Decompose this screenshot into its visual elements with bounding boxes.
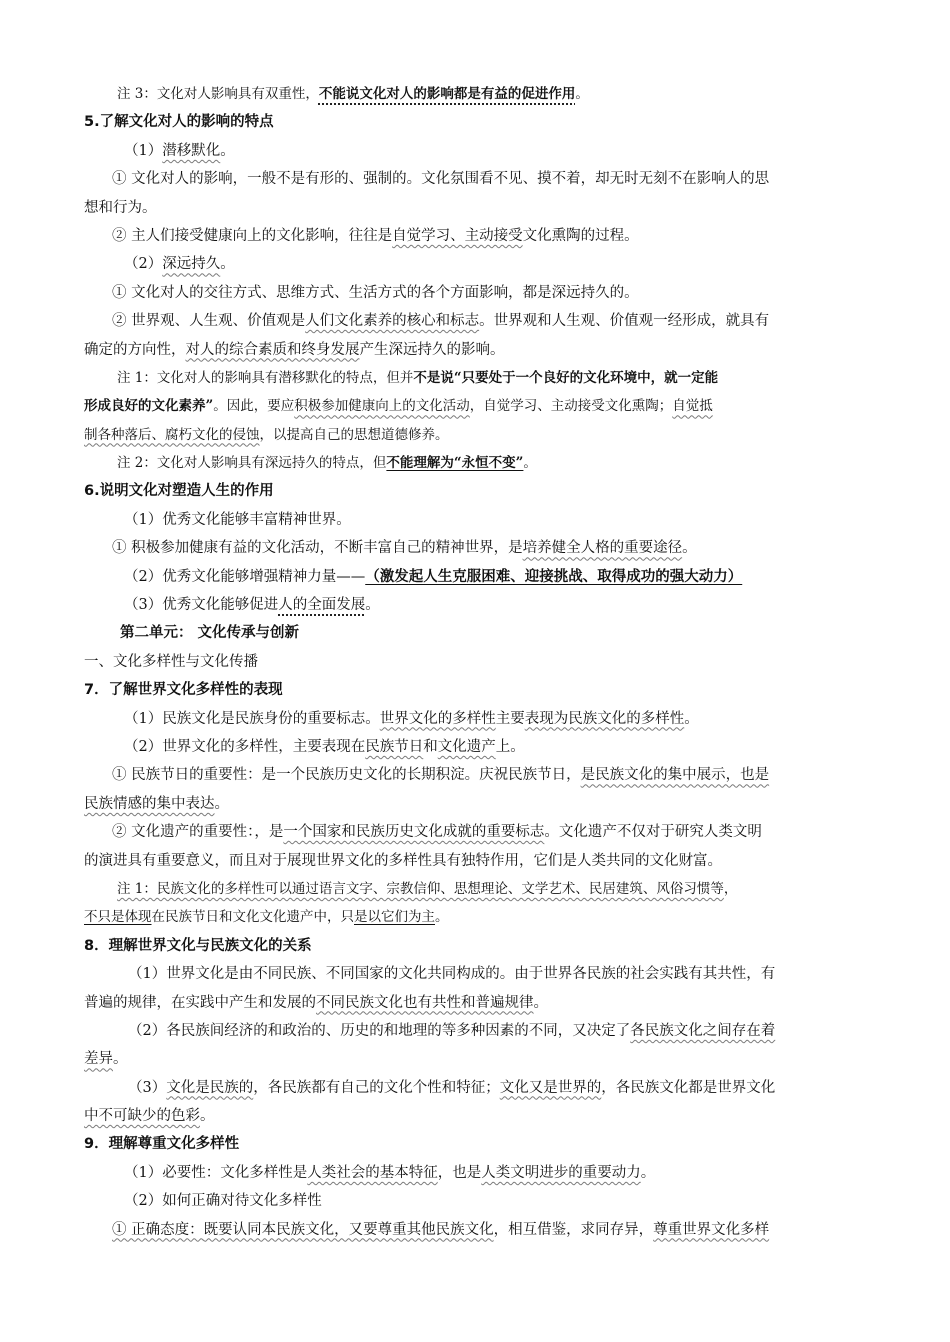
text-segment: ，也是 — [437, 1164, 482, 1181]
text-segment: 自觉抵 — [672, 398, 713, 415]
text-segment: 。 — [220, 142, 235, 159]
text-line — [84, 1159, 868, 1187]
text-segment: 。 — [523, 455, 537, 472]
text-segment: （1）优秀文化能够丰富精神世界。 — [124, 511, 351, 528]
text-line — [84, 932, 868, 960]
text-segment: 是以它们为主 — [354, 909, 435, 926]
text-line — [84, 194, 868, 222]
text-line — [84, 790, 868, 818]
text-segment: 注 1：民族文化的多样性可以通过语言文字、宗教信仰、思想理论、文学艺术、民居建筑、风俗习惯等 — [117, 880, 724, 897]
text-segment: 的演进具有重要意义，而且对于展现世界文化的多样性具有独特作用，它们是人类共同的文化财富。 — [84, 852, 722, 869]
text-segment: 在民族节日和文化文化遗产中，只 — [151, 909, 354, 926]
text-segment: ，各民族文化都是世界文化 — [601, 1079, 776, 1096]
text-line — [84, 1017, 868, 1045]
text-segment: 。 — [640, 1164, 656, 1181]
text-segment: 深远持久 — [162, 256, 221, 273]
text-line — [84, 733, 868, 761]
text-segment: 6.说明文化对塑造人生的作用 — [84, 483, 274, 500]
text-segment: 不能理解为“永恒不变” — [386, 455, 524, 472]
text-segment: 世界文化的多样性 — [379, 710, 496, 727]
text-segment: 注 3：文化对人影响具有双重性， — [117, 86, 319, 102]
text-segment: ① 积极参加健康有益的文化活动，不断丰富自己的精神世界，是 — [112, 540, 523, 557]
text-segment: 。 — [575, 86, 589, 102]
text-segment: 普遍的规律，在实践中产生和发展的 — [84, 994, 316, 1011]
text-segment: 第二单元： 文化传承与创新 — [120, 625, 300, 642]
text-segment: 不是说“只要处于一个良好的文化环境中，就一定能 — [413, 369, 719, 386]
text-segment: ，自觉学习、主动接受文化熏陶； — [469, 398, 673, 415]
text-segment: ② 文化遗产的重要性：，是 — [112, 824, 284, 841]
text-segment: 自觉学习、主动接受 — [392, 227, 523, 244]
text-segment: 注 2：文化对人影响具有深远持久的特点，但 — [117, 455, 387, 472]
text-segment: 不同民族文化也有共性和普遍规律 — [316, 994, 534, 1011]
text-segment: 民族节日 — [365, 738, 424, 755]
text-segment: 。 — [684, 710, 699, 727]
text-segment: ， — [723, 880, 738, 897]
text-segment: 文化熏陶的过程。 — [522, 227, 639, 244]
text-segment: （2）世界文化的多样性，主要表现在 — [124, 738, 366, 755]
text-segment: ① 文化对人的交往方式、思维方式、生活方式的各个方面影响，都是深远持久的。 — [112, 284, 639, 301]
text-segment: 制各种落后、腐朽文化的侵蚀 — [84, 426, 260, 443]
text-line — [84, 250, 868, 278]
text-segment: 各民族文化之间存在着 — [630, 1022, 776, 1039]
text-line — [84, 137, 868, 165]
text-line — [84, 705, 868, 733]
text-segment: （激发起人生克服困难、迎接挑战、取得成功的强大动力） — [365, 567, 743, 585]
text-segment: 主要 — [495, 710, 525, 727]
text-segment: （3）优秀文化能够促进 — [124, 597, 279, 614]
text-segment: 。文化遗产不仅对于研究人类文明 — [544, 824, 762, 841]
text-segment: 一个国家和民族历史文化成就的重要标志 — [283, 824, 545, 841]
text-segment: （1） — [124, 142, 163, 159]
text-line — [84, 421, 868, 449]
text-line — [84, 989, 868, 1017]
text-line — [84, 477, 868, 505]
text-line — [84, 1130, 868, 1158]
text-line — [84, 449, 868, 477]
text-line — [84, 165, 868, 193]
text-segment: ① 正确态度： — [112, 1221, 204, 1238]
text-line — [84, 534, 868, 562]
text-line — [84, 591, 868, 619]
text-line — [84, 307, 868, 335]
text-segment: ① 民族节日的重要性：是一个民族历史文化的长期积淀。庆祝民族节日， — [112, 767, 581, 784]
text-segment: 是民族文化的集中展示，也是 — [580, 767, 770, 784]
text-line — [84, 1187, 868, 1215]
text-segment: 9．理解尊重文化多样性 — [84, 1136, 240, 1153]
text-segment: ，相互借鉴，求同存异， — [493, 1221, 654, 1238]
text-line — [84, 676, 868, 704]
text-segment: 。世界观和人生观、价值观一经形成，就具有 — [479, 313, 770, 330]
text-segment: 。 — [214, 795, 229, 812]
text-segment: 人的全面发展 — [278, 597, 366, 614]
text-segment: 文化又是世界的 — [499, 1079, 602, 1096]
text-segment: 潜移默化 — [162, 142, 221, 159]
text-line — [84, 818, 868, 846]
text-segment: ，各民族都有自己的文化个性和特征； — [253, 1079, 500, 1096]
text-line — [84, 875, 868, 903]
text-segment: 既要认同本民族文化，又要尊重其他民族文化 — [203, 1221, 494, 1238]
text-line — [84, 364, 868, 392]
text-line — [84, 1045, 868, 1073]
text-line — [84, 1102, 868, 1130]
text-segment: 产生深远持久的影响。 — [359, 341, 505, 358]
text-line — [84, 108, 868, 136]
text-segment: ② 主人们接受健康向上的文化影响，往往是 — [112, 227, 393, 244]
text-line — [84, 847, 868, 875]
text-line — [84, 222, 868, 250]
text-segment: （2）各民族间经济的和政治的、历史的和地理的等多种因素的不同，又决定了 — [128, 1022, 631, 1039]
text-segment: 7．了解世界文化多样性的表现 — [84, 682, 283, 699]
text-segment: （1）必要性：文化多样性是 — [124, 1164, 308, 1181]
text-segment: 。 — [533, 994, 548, 1011]
text-segment: 上。 — [495, 738, 525, 755]
text-line — [84, 563, 868, 591]
text-line — [84, 761, 868, 789]
text-segment: 和 — [423, 738, 438, 755]
text-line — [84, 1074, 868, 1102]
text-line — [84, 960, 868, 988]
text-line — [84, 279, 868, 307]
text-segment: 尊重世界文化多样 — [653, 1221, 770, 1238]
text-segment: （1）民族文化是民族身份的重要标志。 — [124, 710, 380, 727]
text-segment: ① 文化对人的影响，一般不是有形的、强制的。文化氛围看不见、摸不着，却无时无刻不在影响人的思 — [112, 171, 770, 188]
text-segment: 。因此，要应 — [213, 398, 295, 415]
text-segment: 人类社会的基本特征 — [307, 1164, 438, 1181]
text-line — [84, 336, 868, 364]
text-segment: （3） — [128, 1079, 167, 1096]
document-page — [84, 80, 868, 1244]
text-segment: （2）如何正确对待文化多样性 — [124, 1193, 322, 1210]
text-segment: 。 — [682, 540, 697, 557]
text-segment: 。 — [200, 1108, 215, 1125]
text-segment: 。 — [435, 909, 449, 926]
text-line — [84, 80, 868, 108]
text-segment: 人类文明进步的重要动力 — [481, 1164, 641, 1181]
text-segment: 文化遗产 — [437, 738, 496, 755]
text-segment: 积极参加健康向上的文化活动 — [294, 398, 470, 415]
text-line — [84, 903, 868, 931]
text-segment: 形成良好的文化素养” — [84, 398, 214, 415]
text-segment: 5.了解文化对人的影响的特点 — [84, 114, 274, 131]
text-segment: ② 世界观、人生观、价值观是 — [112, 313, 306, 330]
text-segment: 一、文化多样性与文化传播 — [84, 653, 258, 670]
text-segment: 不能说文化对人的影响都是有益的促进作用 — [318, 86, 576, 102]
text-segment: 。 — [220, 256, 235, 273]
text-segment: 差异 — [84, 1051, 113, 1068]
text-segment: 民族情感的集中表达 — [84, 795, 215, 812]
text-line — [84, 619, 868, 647]
text-segment: ，以提高自己的思想道德修养。 — [259, 426, 449, 443]
text-segment: 确定的方向性， — [84, 341, 186, 358]
text-segment: 文化是民族的 — [166, 1079, 254, 1096]
text-segment: （2）优秀文化能够增强精神力量—— — [124, 568, 366, 585]
text-segment: 注 1：文化对人的影响具有潜移默化的特点，但并 — [117, 369, 414, 386]
text-segment: 对人的综合素质和终身发展 — [185, 341, 360, 358]
text-segment: （1）世界文化是由不同民族、不同国家的文化共同构成的。由于世界各民族的社会实践有其共性，有 — [128, 966, 776, 983]
text-line — [84, 506, 868, 534]
text-segment: 表现为民族文化的多样性 — [524, 710, 685, 727]
text-segment: 。 — [113, 1051, 128, 1068]
text-segment: 8．理解世界文化与民族文化的关系 — [84, 937, 312, 954]
text-segment: 想和行为。 — [84, 199, 157, 216]
text-line — [84, 1216, 868, 1244]
text-segment: （2） — [124, 256, 163, 273]
text-segment: 中不可缺少的色彩 — [84, 1108, 200, 1125]
text-line — [84, 392, 868, 420]
text-segment: 不只是体现 — [84, 909, 152, 926]
text-segment: 培养健全人格的重要途径 — [522, 540, 683, 557]
text-line — [84, 648, 868, 676]
text-segment: 。 — [365, 597, 380, 614]
text-segment: 人们文化素养的核心和标志 — [305, 313, 480, 330]
